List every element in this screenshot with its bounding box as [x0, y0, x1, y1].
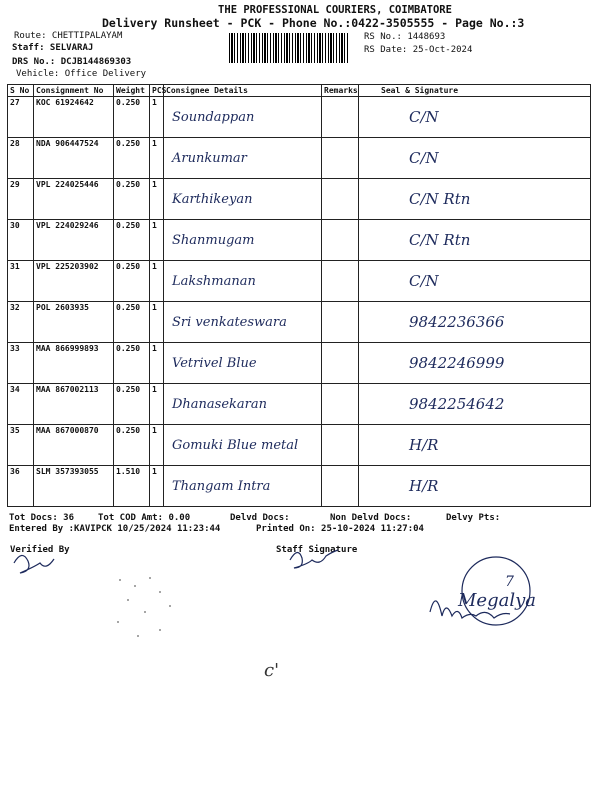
pcs-cell-text: 1 [152, 139, 157, 148]
tot-cod: Tot COD Amt: 0.00 [98, 513, 191, 523]
weight-cell-text: 0.250 [116, 180, 141, 189]
sno-cell-text: 34 [10, 385, 20, 394]
consignee-handwriting: Shanmugam [172, 233, 255, 248]
consignment-cell-text: KOC 61924642 [36, 98, 94, 107]
weight-cell-text: 0.250 [116, 262, 141, 271]
consignee-handwriting: Karthikeyan [172, 192, 253, 207]
consignee-handwriting: Vetrivel Blue [172, 356, 257, 371]
rs-number: RS No.: 1448693 [364, 32, 446, 42]
pcs-cell-text: 1 [152, 467, 157, 476]
consignment-cell-text: VPL 225203902 [36, 262, 99, 271]
consignment-cell-text: VPL 224029246 [36, 221, 99, 230]
stray-mark: c' [264, 660, 280, 681]
verified-by-label: Verified By [10, 545, 70, 555]
col-consignment: Consignment No [34, 85, 114, 97]
handwritten-name: Megalya [458, 590, 536, 611]
handwritten-number: 7 [505, 574, 514, 590]
weight-cell-text: 0.250 [116, 344, 141, 353]
runsheet-title: Delivery Runsheet - PCK - Phone No.:0422-3505555 - Page No.:3 [102, 16, 525, 30]
pcs-cell-text: 1 [152, 180, 157, 189]
printed-on: Printed On: 25-10-2024 11:27:04 [256, 524, 424, 534]
sno-cell-text: 28 [10, 139, 20, 148]
weight-cell-text: 0.250 [116, 221, 141, 230]
col-remarks: Remarks [322, 85, 359, 97]
seal-handwriting: C/N [409, 272, 439, 290]
non-delvd-docs: Non Delvd Docs: [330, 513, 412, 523]
company-name: THE PROFESSIONAL COURIERS, COIMBATORE [218, 4, 452, 16]
weight-cell-text: 0.250 [116, 385, 141, 394]
weight-cell-text: 0.250 [116, 139, 141, 148]
consignee-handwriting: Sri venkateswara [172, 315, 287, 330]
consignee-handwriting: Lakshmanan [172, 274, 256, 289]
col-sno: S No [8, 85, 34, 97]
vehicle-label: Vehicle: Office Delivery [16, 69, 147, 79]
col-consignee: Consignee Details [164, 85, 322, 97]
consignment-cell-text: MAA 866999893 [36, 344, 99, 353]
entered-by: Entered By :KAVIPCK 10/25/2024 11:23:44 [9, 524, 221, 534]
staff-label: Staff: SELVARAJ [12, 43, 94, 53]
pcs-cell-text: 1 [152, 344, 157, 353]
consignee-handwriting: Gomuki Blue metal [172, 438, 299, 453]
weight-cell-text: 0.250 [116, 303, 141, 312]
pcs-cell-text: 1 [152, 262, 157, 271]
pcs-cell-text: 1 [152, 385, 157, 394]
sno-cell-text: 29 [10, 180, 20, 189]
weight-cell-text: 0.250 [116, 426, 141, 435]
sno-cell-text: 33 [10, 344, 20, 353]
tot-docs: Tot Docs: 36 [9, 513, 75, 523]
drs-label: DRS No.: DCJB144869303 [12, 57, 132, 67]
seal-handwriting: C/N Rtn [409, 190, 471, 208]
sno-cell-text: 30 [10, 221, 20, 230]
col-pcs: PCS [150, 85, 164, 97]
pcs-cell-text: 1 [152, 221, 157, 230]
consignment-cell-text: MAA 867000870 [36, 426, 99, 435]
sno-cell-text: 27 [10, 98, 20, 107]
verified-signature [14, 555, 54, 573]
consignment-cell-text: NDA 906447524 [36, 139, 99, 148]
seal-handwriting: C/N Rtn [409, 231, 471, 249]
seal-handwriting: 9842246999 [409, 354, 505, 372]
staff-signature [290, 550, 338, 568]
weight-cell-text: 0.250 [116, 98, 141, 107]
rs-date: RS Date: 25-Oct-2024 [364, 45, 473, 55]
col-weight: Weight [114, 85, 150, 97]
seal-handwriting: H/R [409, 477, 439, 495]
pcs-cell-text: 1 [152, 426, 157, 435]
weight-cell-text: 1.510 [116, 467, 141, 476]
delvy-pts: Delvy Pts: [446, 513, 501, 523]
route-label: Route: CHETTIPALAYAM [14, 31, 123, 41]
consignee-handwriting: Arunkumar [172, 151, 247, 166]
sno-cell-text: 36 [10, 467, 20, 476]
consignment-cell-text: POL 2603935 [36, 303, 89, 312]
sno-cell-text: 32 [10, 303, 20, 312]
pcs-cell-text: 1 [152, 303, 157, 312]
seal-handwriting: C/N [409, 149, 439, 167]
seal-handwriting: 9842254642 [409, 395, 505, 413]
dotted-smudge [117, 577, 171, 637]
consignment-cell-text: MAA 867002113 [36, 385, 99, 394]
seal-handwriting: H/R [409, 436, 439, 454]
delvd-docs: Delvd Docs: [230, 513, 290, 523]
staff-signature-label: Staff Signature [276, 545, 358, 555]
consignee-handwriting: Thangam Intra [172, 479, 271, 494]
seal-handwriting: C/N [409, 108, 439, 126]
sno-cell-text: 31 [10, 262, 20, 271]
seal-handwriting: 9842236366 [409, 313, 505, 331]
consignee-handwriting: Dhanasekaran [172, 397, 267, 412]
pcs-cell-text: 1 [152, 98, 157, 107]
consignee-handwriting: Soundappan [172, 110, 255, 125]
consignment-cell-text: SLM 357393055 [36, 467, 99, 476]
sno-cell-text: 35 [10, 426, 20, 435]
col-seal: Seal & Signature [359, 85, 591, 97]
consignment-cell-text: VPL 224025446 [36, 180, 99, 189]
